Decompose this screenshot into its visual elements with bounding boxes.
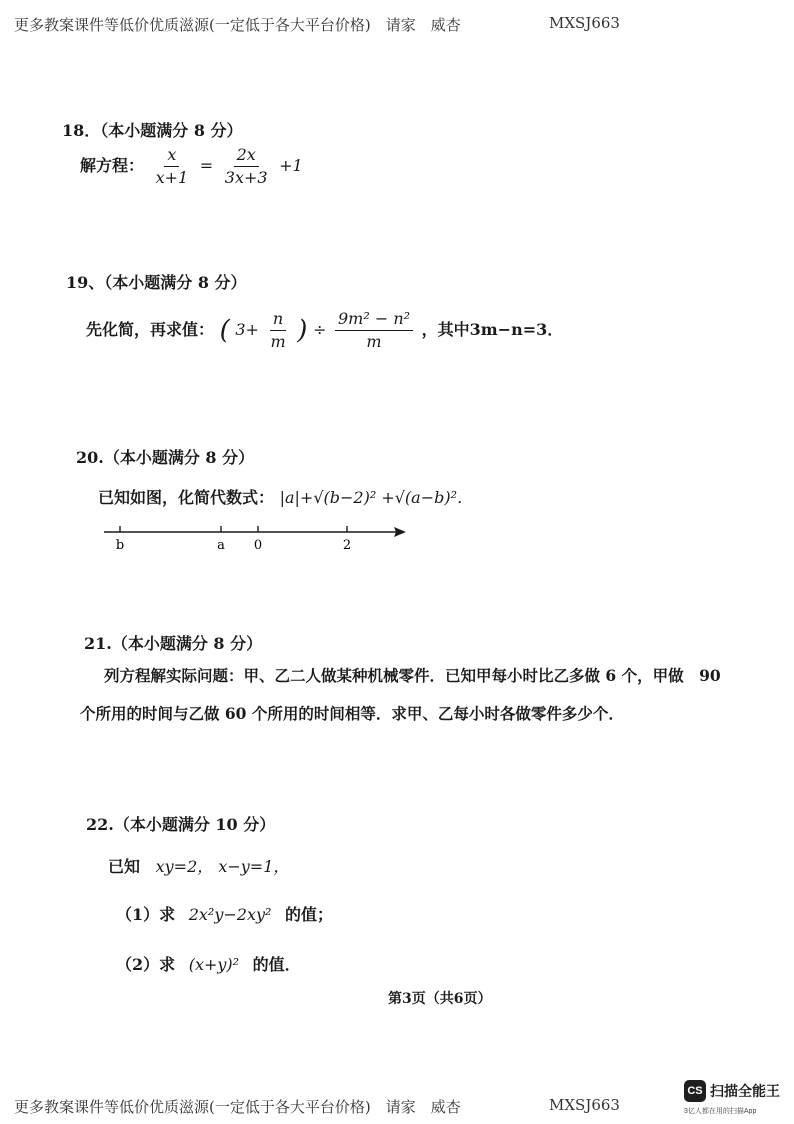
q18-eq-sign: =	[199, 156, 214, 175]
q19-frac-num: n	[270, 310, 286, 331]
q19-frac-den: m	[270, 332, 286, 351]
label-2: 2	[342, 538, 352, 553]
q18-lhs-fraction	[153, 146, 192, 187]
q22-part2-suffix: 的值．	[252, 955, 301, 974]
q19-condition: ，其中3m−n=3．	[421, 320, 564, 339]
q19-frac2-den: m	[366, 332, 382, 351]
footer-code: MXSJ663	[549, 1096, 620, 1114]
q22-part1-suffix: 的值；	[285, 905, 334, 924]
page-header	[14, 14, 461, 35]
scanner-watermark	[684, 1080, 788, 1116]
q18-rhs-num: 2x	[234, 146, 259, 167]
q22-part1-label: （1）求	[116, 905, 176, 924]
q19-frac2-num: 9m² − n²	[335, 310, 413, 331]
cs-logo-icon: CS	[684, 1080, 706, 1102]
q22-part2	[116, 952, 301, 975]
scanner-app-name: 扫描全能王	[710, 1083, 780, 1099]
q22-given	[108, 854, 289, 877]
q18-lhs-den: x+1	[155, 168, 189, 187]
q19-title: 19、（本小题满分 8 分）	[66, 273, 247, 292]
q18-equation	[80, 146, 303, 187]
scanner-tagline: 3亿人都在用的扫描App	[684, 1108, 757, 1115]
q18-lhs-num: x	[164, 146, 179, 167]
q21-line2: 个所用的时间与乙做 60 个所用的时间相等．求甲、乙每小时各做零件多少个．	[80, 704, 624, 723]
q19-fraction-2	[335, 310, 413, 351]
q19-three: 3+	[235, 320, 259, 339]
q21-title: 21.（本小题满分 8 分）	[84, 634, 263, 653]
q18-rhs-fraction	[222, 146, 271, 187]
q19-div-sign: ÷	[312, 320, 327, 339]
q18-title: 18．（本小题满分 8 分）	[62, 121, 243, 140]
q19-paren-open: (	[219, 315, 230, 346]
page-footer	[14, 1096, 461, 1117]
q18-rhs-den: 3x+3	[224, 168, 268, 187]
q22-given-expr: xy=2， x−y=1，	[155, 857, 290, 876]
q20-expr: |a|+√(b−2)² +√(a−b)²．	[279, 488, 474, 507]
q22-part2-expr: (x+y)²	[188, 955, 240, 974]
q22-given-prefix: 已知	[108, 857, 141, 876]
q20-title: 20.（本小题满分 8 分）	[76, 448, 255, 467]
label-0: 0	[253, 538, 263, 553]
header-text: 更多教案课件等低价优质滋源(一定低于各大平台价格) 请家 威杏	[14, 16, 461, 34]
q19-paren-close: )	[297, 315, 308, 346]
label-b: b	[115, 538, 125, 553]
label-a: a	[217, 538, 225, 553]
q22-part1	[116, 902, 333, 925]
q21-line1: 列方程解实际问题：甲、乙二人做某种机械零件．已知甲每小时比乙多做 6 个，甲做 90	[104, 666, 721, 685]
number-line	[100, 520, 410, 554]
q22-part2-label: （2）求	[116, 955, 176, 974]
page-number: 第3页（共6页）	[388, 991, 492, 1007]
q22-title: 22.（本小题满分 10 分）	[86, 815, 276, 834]
q18-rhs-tail: +1	[279, 156, 303, 175]
q19-expression	[86, 310, 563, 351]
q18-prompt: 解方程：	[80, 156, 145, 175]
footer-text: 更多教案课件等低价优质滋源(一定低于各大平台价格) 请家 威杏	[14, 1098, 461, 1116]
q20-expression	[98, 485, 473, 508]
q20-prompt: 已知如图，化简代数式：	[98, 488, 275, 507]
q19-fraction-n-m	[268, 310, 289, 351]
header-code: MXSJ663	[549, 14, 620, 32]
q19-prompt: 先化简，再求值：	[86, 320, 215, 339]
q22-part1-expr: 2x²y−2xy²	[188, 905, 272, 924]
